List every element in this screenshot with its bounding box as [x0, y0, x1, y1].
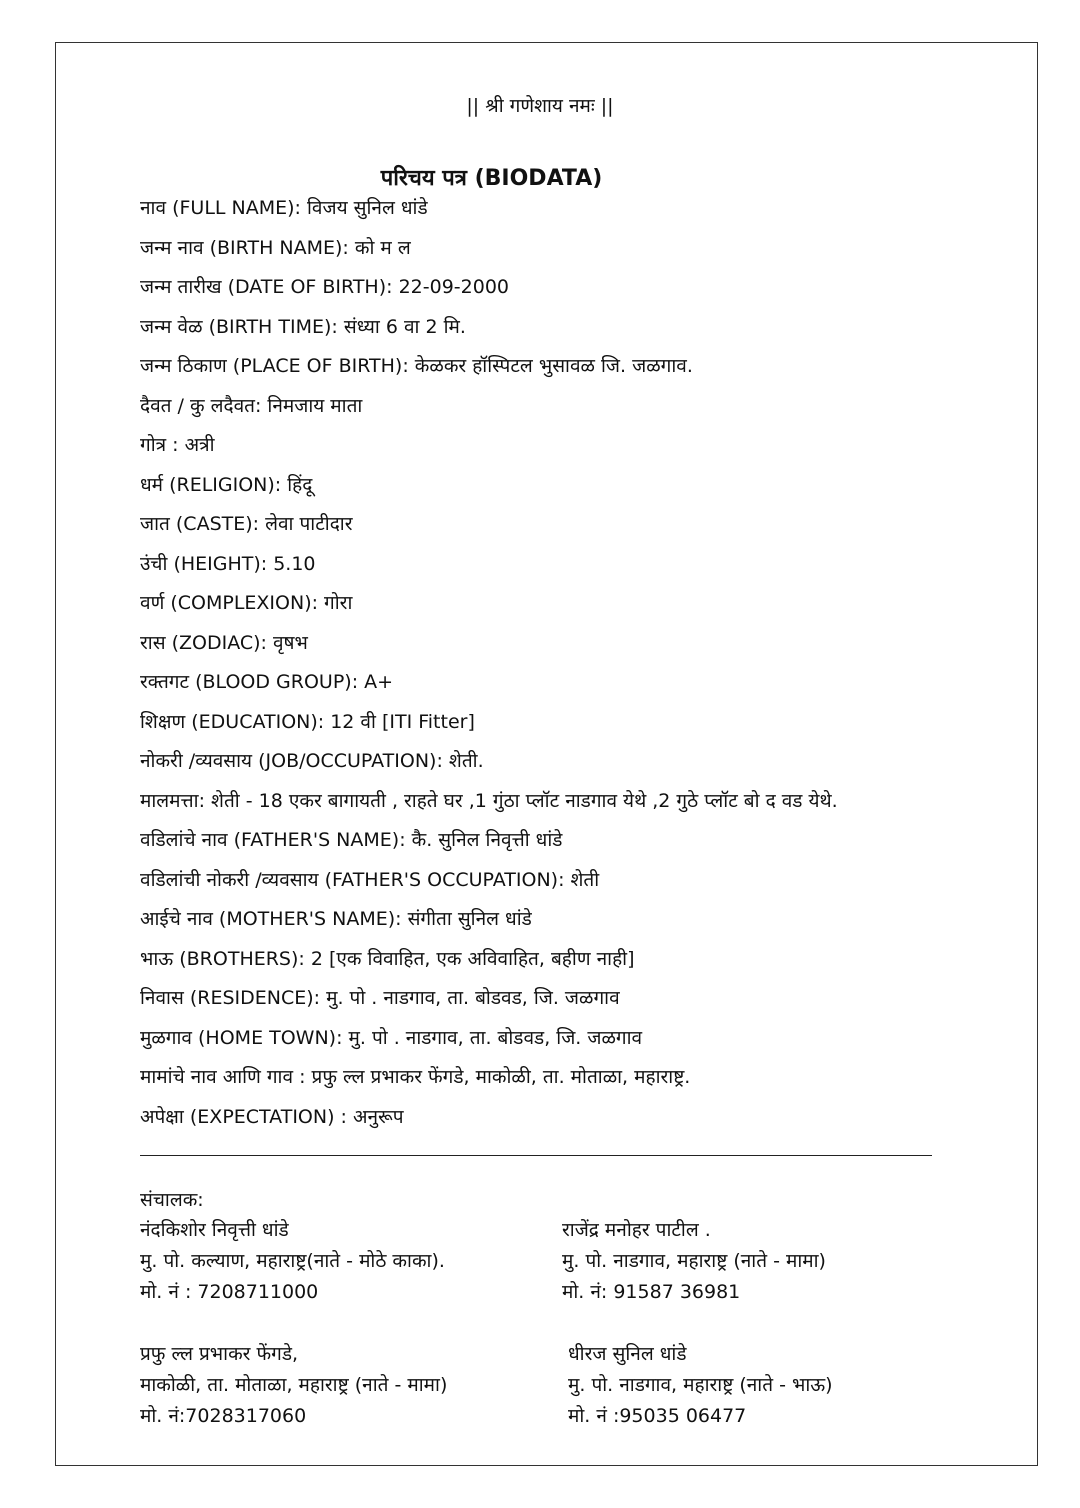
field-complexion: वर्ण (COMPLEXION): गोरा [140, 592, 353, 614]
field-fathers-name: वडिलांचे नाव (FATHER'S NAME): कै. सुनिल निवृत्ती धांडे [140, 829, 563, 851]
contact-phone: मो. नं: 91587 36981 [562, 1281, 741, 1303]
field-zodiac: रास (ZODIAC): वृषभ [140, 631, 308, 654]
field-deity: दैवत / कु लदैवत: निमजाय माता [140, 394, 363, 417]
invocation-line: || श्री गणेशाय नमः || [466, 95, 614, 117]
field-residence: निवास (RESIDENCE): मु. पो . नाडगाव, ता. बोडवड, जि. जळगाव [140, 987, 620, 1009]
contact-name: राजेंद्र मनोहर पाटील . [562, 1219, 711, 1241]
field-mothers-name: आईचे नाव (MOTHER'S NAME): संगीता सुनिल धांडे [140, 908, 532, 930]
biodata-fields [140, 192, 960, 1140]
field-birth-time: जन्म वेळ (BIRTH TIME): संध्या 6 वा 2 मि. [140, 315, 466, 338]
contact-card [562, 1215, 982, 1308]
contact-name: नंदकिशोर निवृत्ती धांडे [140, 1219, 289, 1241]
contact-phone: मो. नं:7028317060 [140, 1405, 307, 1427]
field-date-of-birth: जन्म तारीख (DATE OF BIRTH): 22-09-2000 [140, 276, 509, 298]
field-place-of-birth: जन्म ठिकाण (PLACE OF BIRTH): केळकर हॉस्पिटल भुसावळ जि. जळगाव. [140, 355, 693, 377]
field-education: शिक्षण (EDUCATION): 12 वी [ITI Fitter] [140, 710, 475, 733]
field-religion: धर्म (RELIGION): हिंदू [140, 473, 313, 496]
contact-phone: मो. नं :95035 06477 [568, 1405, 747, 1427]
field-full-name: नाव (FULL NAME): विजय सुनिल धांडे [140, 197, 428, 219]
contact-card [568, 1339, 988, 1432]
contact-phone: मो. नं : 7208711000 [140, 1281, 319, 1303]
field-brothers: भाऊ (BROTHERS): 2 [एक विवाहित, एक अविवाहित, बहीण नाही] [140, 947, 635, 970]
contact-card [140, 1215, 560, 1308]
contact-name: धीरज सुनिल धांडे [568, 1343, 687, 1365]
field-gotra: गोत्र : अत्री [140, 434, 215, 456]
field-fathers-occupation: वडिलांची नोकरी /व्यवसाय (FATHER'S OCCUPATION): शेती [140, 868, 600, 891]
field-home-town: मुळगाव (HOME TOWN): मु. पो . नाडगाव, ता. बोडवड, जि. जळगाव [140, 1026, 643, 1049]
field-property: मालमत्ता: शेती - 18 एकर बागायती , राहते घर ,1 गुंठा प्लॉट नाडगाव येथे ,2 गुठे प्लॉट बो द वड येथे. [140, 789, 838, 812]
field-height: उंची (HEIGHT): 5.10 [140, 552, 316, 575]
contacts-section [140, 1185, 940, 1427]
contacts-heading: संचालक: [140, 1189, 204, 1211]
contact-address: माकोळी, ता. मोताळा, महाराष्ट्र (नाते - मामा) [140, 1374, 448, 1396]
document-title: परिचय पत्र (BIODATA) [380, 166, 603, 191]
contact-address: मु. पो. कल्याण, महाराष्ट्र(नाते - मोठे काका). [140, 1250, 445, 1272]
field-expectation: अपेक्षा (EXPECTATION) : अनुरूप [140, 1105, 404, 1128]
field-maternal-uncle: मामांचे नाव आणि गाव : प्रफु ल्ल प्रभाकर फेंगडे, माकोळी, ता. मोताळा, महाराष्ट्र. [140, 1066, 691, 1088]
contact-address: मु. पो. नाडगाव, महाराष्ट्र (नाते - भाऊ) [568, 1374, 833, 1396]
contact-card [140, 1339, 560, 1432]
field-birth-name: जन्म नाव (BIRTH NAME): को म ल [140, 236, 411, 259]
field-caste: जात (CASTE): लेवा पाटीदार [140, 513, 353, 535]
contact-name: प्रफु ल्ल प्रभाकर फेंगडे, [140, 1343, 299, 1365]
contact-address: मु. पो. नाडगाव, महाराष्ट्र (नाते - मामा) [562, 1250, 826, 1272]
field-blood-group: रक्तगट (BLOOD GROUP): A+ [140, 671, 394, 693]
divider [140, 1155, 932, 1156]
field-occupation: नोकरी /व्यवसाय (JOB/OCCUPATION): शेती. [140, 750, 484, 772]
